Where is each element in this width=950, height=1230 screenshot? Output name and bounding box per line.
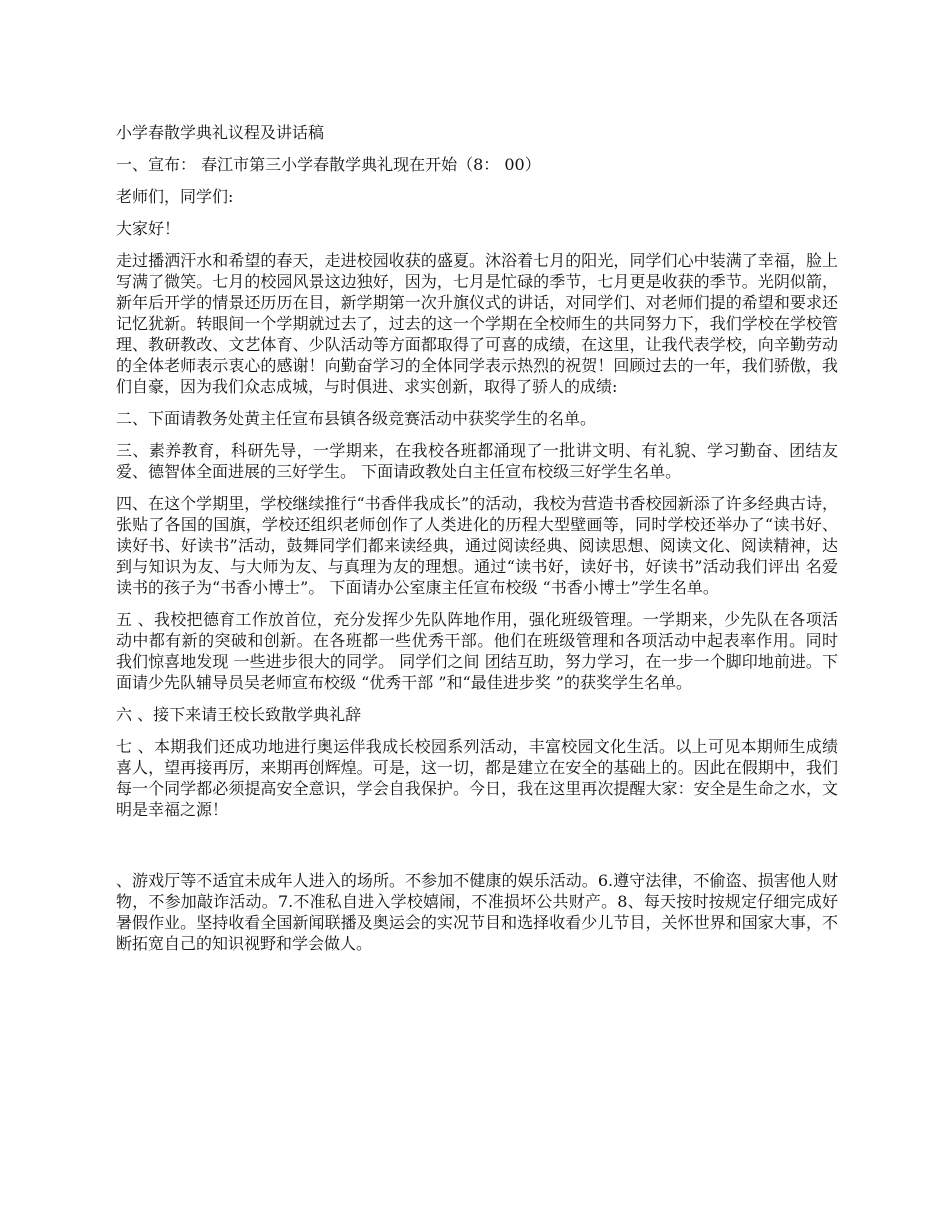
- paragraph-item-five: 五 、我校把德育工作放首位，充分发挥少先队阵地作用，强化班级管理。一学期来，少先队在各项活动中都有新的突破和创新。在各班都一些优秀干部。他们在班级管理和各项活动中起表率作用。同时 我们惊喜地发现 一些进步很大的同学。 同学们之间 团结互助，努力学习，在一步一个脚印地前进。下面请少先队辅导员吴老师宣布校级 “优秀干部 ”和“最佳进步奖 ”的获奖学生名单。: [116, 610, 838, 692]
- paragraph-safety-tips: 、游戏厅等不适宜未成年人进入的场所。不参加不健康的娱乐活动。6.遵守法律，不偷盗、损害他人财物，不参加敲诈活动。7.不准私自进入学校嬉闹，不准损坏公共财产。8、每天按时按规定仔细完成好暑假作业。坚持收看全国新闻联播及奥运会的实况节目和选择收看少儿节目，关怀世界和国家大事，不断拓宽自己的知识视野和学会做人。: [116, 871, 838, 953]
- paragraph-salutation: 老师们，同学们:: [116, 187, 234, 206]
- section-gap: [116, 831, 838, 870]
- document-title: 小学春散学典礼议程及讲话稿: [116, 123, 325, 142]
- paragraph-item-seven: 七 、本期我们还成功地进行奥运伴我成长校园系列活动，丰富校园文化生活。以上可见本期师生成绩喜人，望再接再厉，来期再创辉煌。可是，这一切，都是建立在安全的基础上的。因此在假期中，我们每一个同学都必须提高安全意识，学会自我保护。今日，我在这里再次提醒大家：安全是生命之水，文明是幸福之源！: [116, 737, 838, 819]
- paragraph-opening-speech: 走过播洒汗水和希望的春天，走进校园收获的盛夏。沐浴着七月的阳光，同学们心中装满了幸福，脸上写满了微笑。七月的校园风景这边独好，因为，七月是忙碌的季节，七月更是收获的季节。光阴似箭，新年后开学的情景还历历在目，新学期第一次升旗仪式的讲话，对同学们、对老师们提的希望和要求还记忆犹新。转眼间一个学期就过去了，过去的这一个学期在全校师生的共同努力下，我们学校在学校管理、教研教改、文艺体育、少队活动等方面都取得了可喜的成绩，在这里，让我代表学校，向辛勤劳动的全体老师表示衷心的感谢！向勤奋学习的全体同学表示热烈的祝贺！回顾过去的一年，我们骄傲，我们自豪，因为我们众志成城，与时俱进、求实创新，取得了骄人的成绩:: [116, 251, 838, 396]
- paragraph-item-four: 四、在这个学期里，学校继续推行“书香伴我成长”的活动，我校为营造书香校园新添了许多经典古诗，张贴了各国的国旗，学校还组织老师创作了人类进化的历程大型壁画等，同时学校还举办了“读书好、读好书、好读书”活动，鼓舞同学们都来读经典，通过阅读经典、阅读思想、阅读文化、阅读精神，达到与知识为友、与大师为友、与真理为友的理想。通过“读书好，读好书，好读书”活动我们评出 名爱读书的孩子为“书香小博士”。 下面请办公室康主任宣布校级 “书香小博士”学生名单。: [116, 494, 838, 597]
- document-page: [116, 122, 838, 965]
- paragraph-announcement: 一、宣布： 春江市第三小学春散学典礼现在开始（8： 00）: [116, 155, 541, 174]
- paragraph-item-three: 三、素养教育，科研先导，一学期来，在我校各班都涌现了一批讲文明、有礼貌、学习勤奋、团结友爱、德智体全面进展的三好学生。 下面请政教处白主任宣布校级三好学生名单。: [116, 441, 838, 481]
- paragraph-item-six: 六 、接下来请王校长致散学典礼辞: [116, 705, 362, 724]
- paragraph-item-two: 二、下面请教务处黄主任宣布县镇各级竞赛活动中获奖学生的名单。: [116, 409, 597, 428]
- paragraph-greeting: 大家好！: [116, 219, 181, 238]
